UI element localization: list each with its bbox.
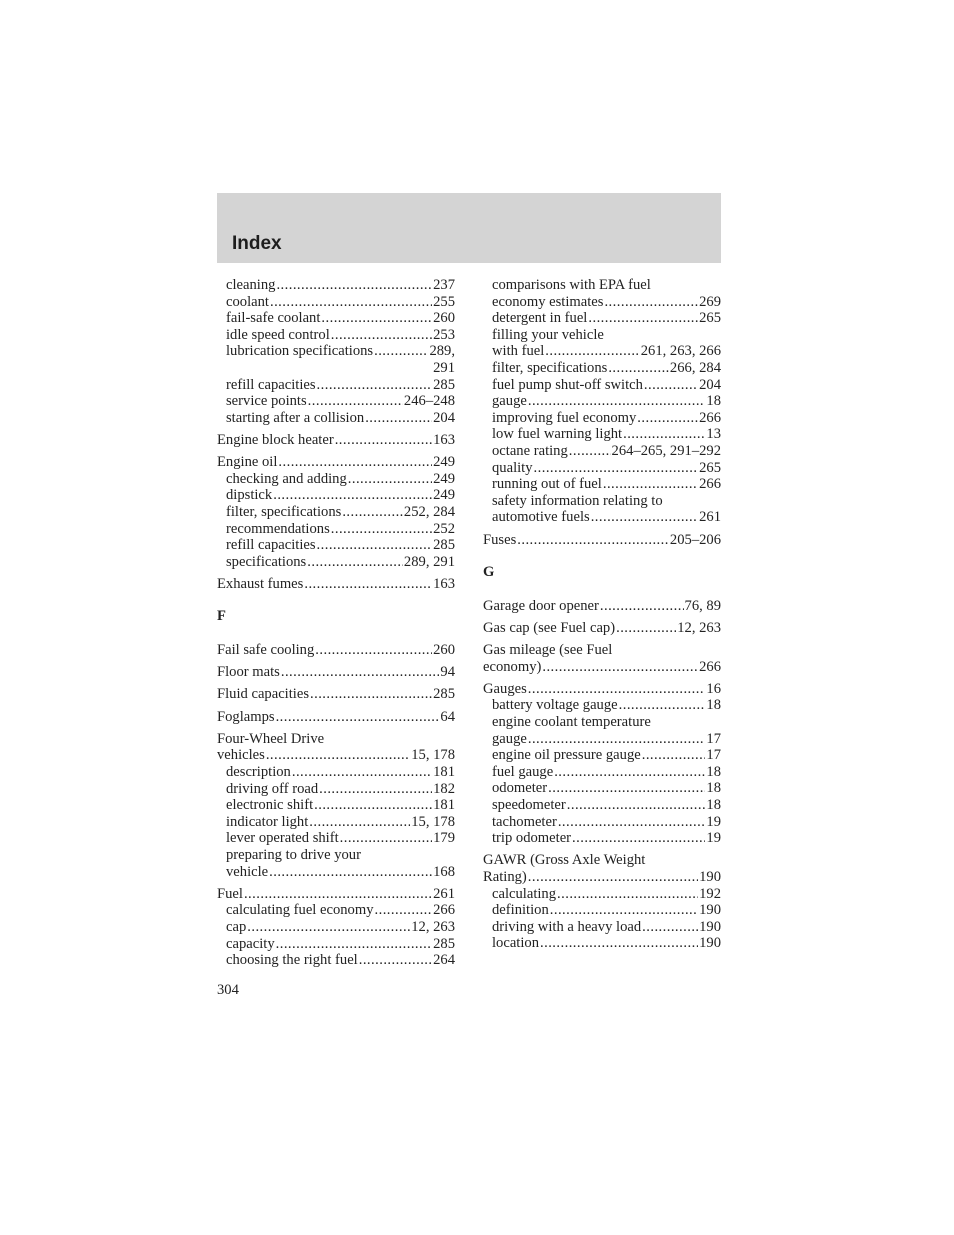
index-entry-text: driving off road xyxy=(226,780,319,797)
index-entry xyxy=(483,852,721,869)
index-entry-text: comparisons with EPA fuel xyxy=(492,277,651,293)
dot-leader xyxy=(317,537,433,554)
index-section-letter: F xyxy=(217,608,226,625)
index-entry-text: preparing to drive your xyxy=(226,846,361,863)
index-entry-text: calculating xyxy=(492,885,557,902)
index-entry xyxy=(483,869,721,886)
index-entry-page: 266 xyxy=(699,409,721,426)
index-entry xyxy=(483,277,721,294)
index-entry-text: vehicle xyxy=(226,863,269,880)
index-entry-text: Fluid capacities xyxy=(217,686,309,703)
dot-leader xyxy=(270,294,432,311)
index-entry-text: fuel pump shut-off switch xyxy=(492,376,643,393)
index-entry-text: trip odometer xyxy=(492,830,572,847)
index-entry-page: 190 xyxy=(699,935,721,952)
index-entry xyxy=(483,294,721,311)
index-entry-page: 265 xyxy=(699,459,721,476)
index-entry xyxy=(483,697,721,714)
index-entry-page: 190 xyxy=(699,902,721,919)
dot-leader xyxy=(374,343,428,360)
index-entry xyxy=(483,327,721,344)
index-entry-text: Fuel xyxy=(217,885,243,902)
index-entry-text: lubrication specifications xyxy=(226,343,374,360)
index-entry xyxy=(217,294,455,311)
index-entry-text: description xyxy=(226,764,291,780)
dot-leader xyxy=(528,731,706,748)
dot-leader xyxy=(304,576,432,593)
dot-leader xyxy=(591,509,698,526)
index-entry-text: speedometer xyxy=(492,797,566,813)
dot-leader xyxy=(307,554,403,571)
index-entry-text: coolant xyxy=(226,293,269,310)
index-entry xyxy=(483,814,721,831)
section-spacer xyxy=(217,625,455,642)
index-entry-text: dipstick xyxy=(226,487,273,504)
index-entry-page: 266 xyxy=(433,902,455,919)
index-entry-page: 264–265, 291–292 xyxy=(611,442,721,459)
index-entry-page: 261 xyxy=(699,509,721,526)
index-entry-page: 266 xyxy=(699,476,721,493)
index-entry-text: engine coolant temperature xyxy=(492,714,651,731)
dot-leader xyxy=(554,764,705,781)
index-entry-text: idle speed control xyxy=(226,326,330,343)
dot-leader xyxy=(558,814,706,831)
index-entry-text: filter, specifications xyxy=(492,359,608,376)
index-entry-page: 249 xyxy=(433,487,455,504)
dot-leader xyxy=(278,454,432,471)
dot-leader xyxy=(308,393,403,410)
index-entry-page: 64 xyxy=(440,708,455,725)
index-entry-page: 13 xyxy=(706,426,721,443)
index-entry-text: starting after a collision xyxy=(226,409,365,426)
dot-leader xyxy=(266,747,410,764)
index-entry xyxy=(483,919,721,936)
index-entry xyxy=(483,681,721,698)
dot-leader xyxy=(545,343,639,360)
index-entry xyxy=(217,686,455,703)
index-entry-page: 285 xyxy=(433,935,455,952)
index-entry-page: 289, 291 xyxy=(403,553,455,570)
dot-leader xyxy=(540,935,698,952)
index-entry xyxy=(483,343,721,360)
index-entry xyxy=(217,576,455,593)
dot-leader xyxy=(572,830,705,847)
index-entry xyxy=(483,476,721,493)
index-entry-page: 181 xyxy=(433,764,455,780)
index-entry-page: 252 xyxy=(433,520,455,537)
index-entry-page: 291 xyxy=(433,359,455,376)
index-entry-page: 18 xyxy=(706,763,721,780)
index-entry-text: automotive fuels xyxy=(492,509,590,526)
index-entry-page: 246–248 xyxy=(403,393,455,410)
index-entry-page: 269 xyxy=(699,293,721,310)
index-entry-page: 260 xyxy=(433,642,455,659)
index-entry-text: gauge xyxy=(492,393,527,410)
index-entry xyxy=(217,410,455,427)
index-entry xyxy=(217,642,455,659)
dot-leader xyxy=(569,443,611,460)
index-entry-page: 18 xyxy=(706,797,721,813)
index-entry-page: 249 xyxy=(433,470,455,487)
index-entry-text: fail-safe coolant xyxy=(226,310,321,327)
index-entry xyxy=(483,830,721,847)
dot-leader xyxy=(359,952,432,969)
index-entry-page: 17 xyxy=(706,747,721,764)
index-entry-page: 261 xyxy=(433,885,455,902)
dot-leader xyxy=(317,377,433,394)
index-entry-text: checking and adding xyxy=(226,470,347,487)
index-entry xyxy=(217,936,455,953)
index-entry xyxy=(217,731,455,748)
dot-leader xyxy=(642,747,706,764)
dot-leader xyxy=(604,294,698,311)
index-entry-text: electronic shift xyxy=(226,797,314,814)
index-entry-text: improving fuel economy xyxy=(492,409,637,426)
index-entry-text: refill capacities xyxy=(226,376,316,393)
index-entry xyxy=(483,393,721,410)
index-entry xyxy=(217,830,455,847)
index-entry-text: definition xyxy=(492,902,549,919)
index-entry-page: 18 xyxy=(706,697,721,714)
index-entry-text: vehicles xyxy=(217,747,265,764)
index-entry xyxy=(217,360,455,377)
index-entry-page: 94 xyxy=(440,664,455,681)
index-entry-page: 190 xyxy=(699,868,721,885)
index-entry xyxy=(217,432,455,449)
index-entry-page: 204 xyxy=(433,409,455,426)
dot-leader xyxy=(281,664,440,681)
dot-leader xyxy=(314,797,432,814)
dot-leader xyxy=(331,327,432,344)
index-entry-page: 237 xyxy=(433,277,455,293)
index-entry xyxy=(483,410,721,427)
index-entry xyxy=(217,377,455,394)
index-entry xyxy=(217,521,455,538)
index-entry-page: 249 xyxy=(433,454,455,471)
index-entry-page: 204 xyxy=(699,376,721,393)
index-entry-text: recommendations xyxy=(226,520,330,537)
dot-leader xyxy=(528,681,706,698)
index-entry xyxy=(483,620,721,637)
index-entry xyxy=(217,952,455,969)
index-entry xyxy=(217,886,455,903)
dot-leader xyxy=(340,830,432,847)
index-entry-page: 19 xyxy=(706,813,721,830)
dot-leader xyxy=(365,410,432,427)
index-entry-page: 266 xyxy=(699,658,721,675)
index-entry-page: 190 xyxy=(699,918,721,935)
index-entry xyxy=(483,764,721,781)
index-entry-text: Engine oil xyxy=(217,454,278,471)
index-entry-text: Gas mileage (see Fuel xyxy=(483,642,613,659)
dot-leader xyxy=(321,310,432,327)
index-entry xyxy=(483,426,721,443)
index-entry-text: battery voltage gauge xyxy=(492,697,618,714)
index-entry-text: engine oil pressure gauge xyxy=(492,747,641,764)
index-entry-text: choosing the right fuel xyxy=(226,952,358,969)
index-entry xyxy=(483,902,721,919)
index-entry-page: 264 xyxy=(433,952,455,969)
index-entry-text: with fuel xyxy=(492,343,545,360)
dot-leader xyxy=(644,377,698,394)
index-entry xyxy=(483,780,721,797)
index-entry xyxy=(483,714,721,731)
index-entry xyxy=(483,509,721,526)
index-entry-page: 15, 178 xyxy=(411,813,455,830)
index-entry xyxy=(483,460,721,477)
dot-leader xyxy=(642,919,698,936)
dot-leader xyxy=(548,780,705,797)
dot-leader xyxy=(534,460,699,477)
dot-leader xyxy=(557,886,698,903)
index-entry-page: 15, 178 xyxy=(411,747,455,764)
dot-leader xyxy=(375,902,433,919)
index-entry xyxy=(217,902,455,919)
dot-leader xyxy=(623,426,705,443)
index-entry-text: filter, specifications xyxy=(226,503,342,520)
index-entry xyxy=(217,310,455,327)
index-entry-page: 260 xyxy=(433,310,455,327)
index-entry xyxy=(217,554,455,571)
dot-leader xyxy=(348,471,432,488)
index-entry xyxy=(483,797,721,814)
index-entry xyxy=(217,814,455,831)
index-entry xyxy=(483,493,721,510)
index-entry-text: driving with a heavy load xyxy=(492,918,642,935)
index-entry-text: indicator light xyxy=(226,813,309,830)
index-entry-page: 285 xyxy=(433,686,455,703)
dot-leader xyxy=(247,919,410,936)
index-entry-text: safety information relating to xyxy=(492,492,663,509)
dot-leader xyxy=(309,814,410,831)
index-entry xyxy=(483,360,721,377)
index-entry xyxy=(217,709,455,726)
index-entry-text: economy) xyxy=(483,658,542,675)
index-entry-page: 17 xyxy=(706,730,721,747)
index-entry xyxy=(217,277,455,294)
index-entry xyxy=(217,487,455,504)
index-entry xyxy=(217,764,455,781)
index-entry-page: 18 xyxy=(706,393,721,410)
index-entry-page: 18 xyxy=(706,780,721,797)
dot-leader xyxy=(528,869,698,886)
index-entry-text: Engine block heater xyxy=(217,431,334,448)
dot-leader xyxy=(517,532,669,549)
index-entry xyxy=(483,377,721,394)
index-column-left xyxy=(217,277,455,969)
index-entry xyxy=(483,659,721,676)
index-entry-text: quality xyxy=(492,459,533,476)
index-entry-page: 12, 263 xyxy=(411,918,455,935)
index-entry-text: fuel gauge xyxy=(492,763,554,780)
dot-leader xyxy=(600,598,684,615)
index-entry xyxy=(217,471,455,488)
index-entry-page: 19 xyxy=(706,830,721,847)
dot-leader xyxy=(588,310,698,327)
index-entry-page: 266, 284 xyxy=(669,359,721,376)
index-entry-text: service points xyxy=(226,393,307,410)
dot-leader xyxy=(619,697,706,714)
index-entry-text: detergent in fuel xyxy=(492,310,588,327)
index-entry-page: 289, xyxy=(429,343,455,360)
dot-leader xyxy=(608,360,669,377)
index-entry xyxy=(217,781,455,798)
index-entry-text: tachometer xyxy=(492,813,557,830)
index-entry xyxy=(217,864,455,881)
index-entry-text: low fuel warning light xyxy=(492,426,623,443)
index-entry xyxy=(483,886,721,903)
page-title: Index xyxy=(232,233,282,254)
dot-leader xyxy=(276,277,432,294)
index-entry-text: Exhaust fumes xyxy=(217,575,304,592)
index-entry-text: cleaning xyxy=(226,277,276,293)
index-entry-text: Fail safe cooling xyxy=(217,642,315,659)
index-entry-text: odometer xyxy=(492,780,548,797)
index-entry xyxy=(483,532,721,549)
page-number: 304 xyxy=(217,982,239,998)
index-entry-text: Foglamps xyxy=(217,708,275,725)
index-entry-page: 285 xyxy=(433,376,455,393)
dot-leader xyxy=(276,709,440,726)
index-entry xyxy=(217,847,455,864)
index-entry-text: refill capacities xyxy=(226,537,316,554)
index-entry-text: location xyxy=(492,935,540,952)
index-entry-page: 12, 263 xyxy=(677,619,721,636)
section-spacer xyxy=(217,592,455,608)
index-entry-text: filling your vehicle xyxy=(492,326,604,343)
index-entry xyxy=(217,919,455,936)
index-entry-text: gauge xyxy=(492,730,527,747)
dot-leader xyxy=(315,642,432,659)
index-entry xyxy=(483,935,721,952)
dot-leader xyxy=(567,797,706,814)
index-entry-text: Four-Wheel Drive xyxy=(217,730,325,747)
index-entry-text: octane rating xyxy=(492,442,568,459)
index-entry-page: 16 xyxy=(706,680,721,697)
index-entry-text: economy estimates xyxy=(492,293,604,310)
index-entry-text: Fuses xyxy=(483,531,517,548)
dot-leader xyxy=(542,659,698,676)
index-entry-page: 265 xyxy=(699,310,721,327)
index-entry xyxy=(217,327,455,344)
index-entry xyxy=(483,310,721,327)
index-entry-page: 182 xyxy=(433,780,455,797)
index-entry-text: Rating) xyxy=(483,868,527,885)
index-entry xyxy=(217,747,455,764)
index-entry-text: specifications xyxy=(226,553,307,570)
index-entry-text: Gauges xyxy=(483,680,527,697)
index-entry xyxy=(217,454,455,471)
index-entry-text: Floor mats xyxy=(217,664,280,681)
section-spacer xyxy=(483,548,721,564)
index-entry-text: Gas cap (see Fuel cap) xyxy=(483,619,616,636)
index-section-letter: G xyxy=(483,564,495,581)
dot-leader xyxy=(335,432,432,449)
index-entry-text: calculating fuel economy xyxy=(226,902,374,919)
dot-leader xyxy=(616,620,676,637)
index-entry xyxy=(483,642,721,659)
index-entry-text: GAWR (Gross Axle Weight xyxy=(483,852,646,869)
dot-leader xyxy=(244,886,432,903)
index-entry xyxy=(483,747,721,764)
index-entry-page: 76, 89 xyxy=(684,597,721,614)
index-entry-page: 168 xyxy=(433,863,455,880)
index-entry-text: Garage door opener xyxy=(483,597,599,614)
index-entry xyxy=(483,731,721,748)
index-entry xyxy=(217,664,455,681)
dot-leader xyxy=(273,487,432,504)
index-entry xyxy=(217,537,455,554)
index-entry xyxy=(483,443,721,460)
index-header-bar xyxy=(217,193,721,263)
dot-leader xyxy=(528,393,706,410)
section-spacer xyxy=(483,581,721,598)
index-column-right xyxy=(483,277,721,952)
index-entry xyxy=(217,797,455,814)
index-entry-page: 205–206 xyxy=(669,531,721,548)
index-entry-page: 192 xyxy=(699,885,721,902)
dot-leader xyxy=(331,521,432,538)
dot-leader xyxy=(319,781,432,798)
dot-leader xyxy=(269,864,432,881)
index-entry-page: 163 xyxy=(433,575,455,592)
index-entry-page: 261, 263, 266 xyxy=(640,343,721,360)
index-entry-page: 252, 284 xyxy=(403,503,455,520)
index-entry-text: capacity xyxy=(226,935,275,952)
dot-leader xyxy=(310,686,432,703)
index-entry xyxy=(217,343,455,360)
index-entry-text: cap xyxy=(226,918,247,935)
index-entry xyxy=(217,504,455,521)
index-entry-page: 179 xyxy=(433,830,455,847)
dot-leader xyxy=(603,476,698,493)
index-entry-text: running out of fuel xyxy=(492,476,602,493)
index-entry-text: lever operated shift xyxy=(226,830,339,847)
index-entry-page: 253 xyxy=(433,326,455,343)
dot-leader xyxy=(550,902,698,919)
index-entry xyxy=(483,598,721,615)
index-entry-page: 285 xyxy=(433,537,455,554)
dot-leader xyxy=(637,410,698,427)
index-entry-page: 163 xyxy=(433,431,455,448)
dot-leader xyxy=(276,936,432,953)
dot-leader xyxy=(342,504,403,521)
index-entry-page: 255 xyxy=(433,293,455,310)
dot-leader xyxy=(292,764,432,781)
index-entry xyxy=(217,393,455,410)
index-entry-page: 181 xyxy=(433,797,455,814)
